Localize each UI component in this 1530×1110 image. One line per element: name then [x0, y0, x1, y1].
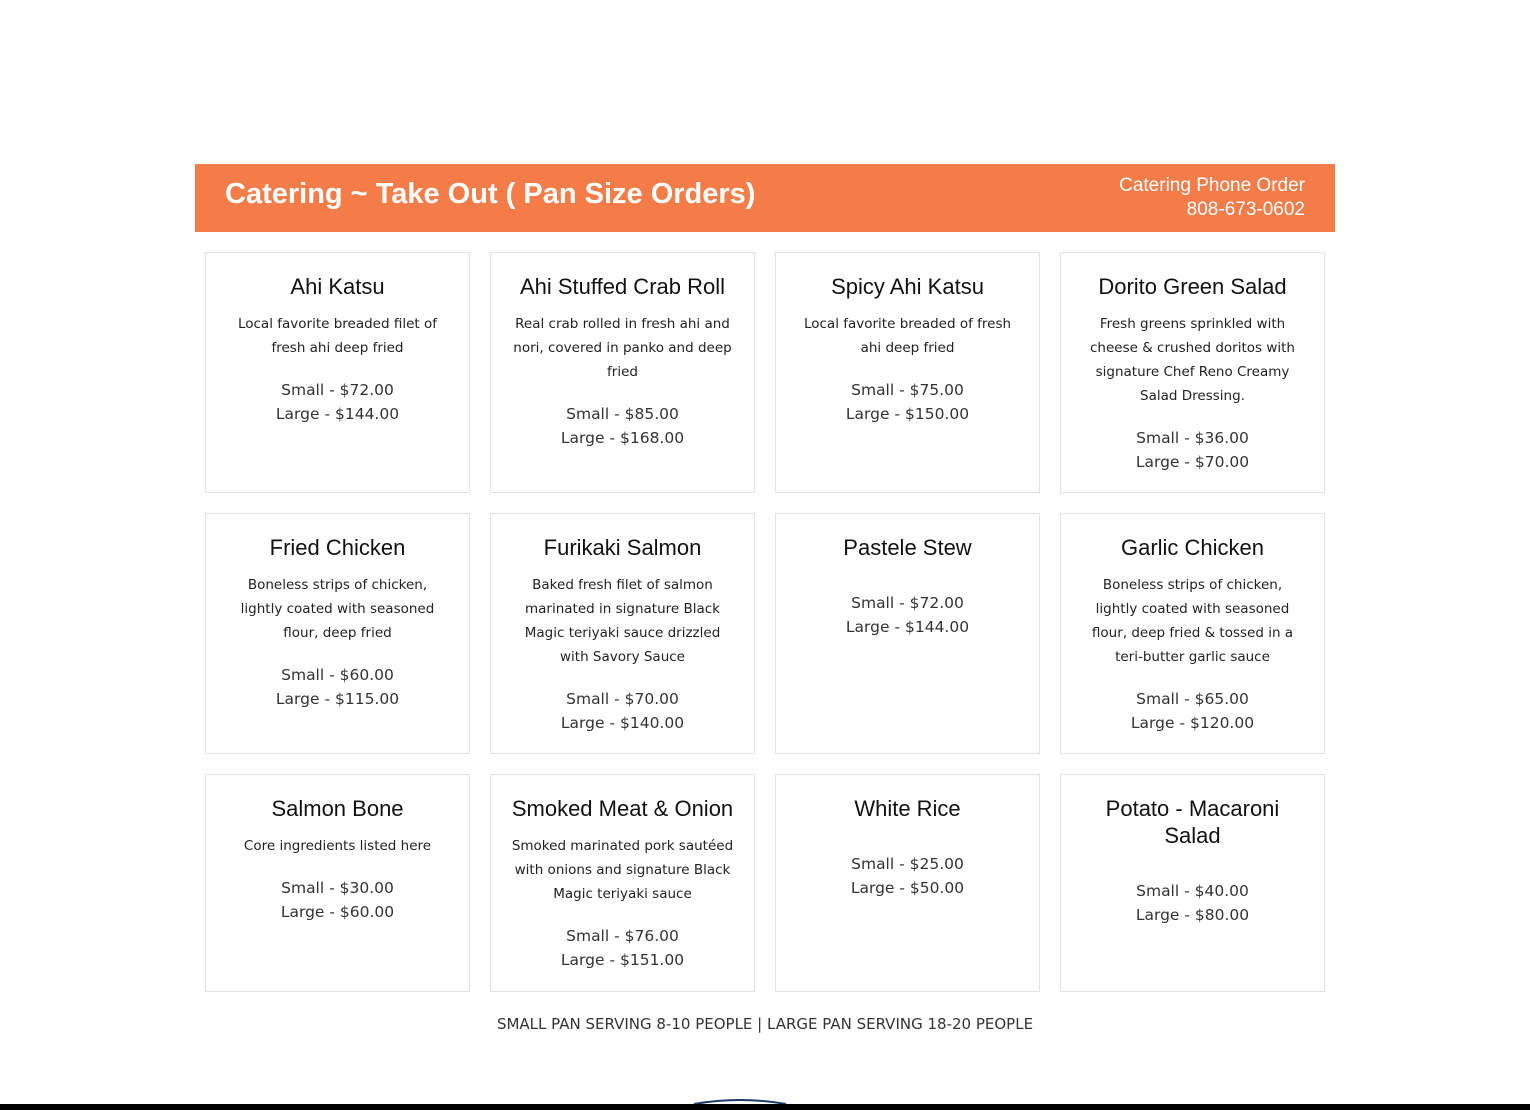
small-price: Small - $72.00 — [851, 594, 964, 612]
menu-item-description: Boneless strips of chicken, lightly coated with seasoned flour, deep fried & tossed in a teri-butter garlic sauce — [1091, 577, 1294, 665]
menu-card — [205, 513, 470, 754]
menu-item-description: Core ingredients listed here — [243, 838, 432, 854]
phone-order-info — [1119, 174, 1305, 222]
menu-item-prices — [796, 591, 1019, 639]
menu-item-name: Garlic Chicken — [1120, 535, 1265, 560]
menu-card — [205, 774, 470, 992]
menu-card — [775, 513, 1040, 754]
small-price: Small - $76.00 — [566, 927, 679, 945]
menu-item-name: Ahi Stuffed Crab Roll — [519, 274, 726, 299]
menu-item-description: Local favorite breaded of fresh ahi deep fried — [803, 316, 1012, 356]
page-title: Catering ~ Take Out ( Pan Size Orders) — [225, 178, 756, 210]
menu-item-prices — [511, 687, 734, 735]
large-price: Large - $144.00 — [275, 405, 400, 423]
menu-card — [490, 513, 755, 754]
menu-item-description: Real crab rolled in fresh ahi and nori, covered in panko and deep fried — [513, 316, 732, 380]
menu-card — [775, 252, 1040, 493]
menu-card — [1060, 252, 1325, 493]
menu-item-name: White Rice — [854, 796, 961, 821]
small-price: Small - $65.00 — [1136, 690, 1249, 708]
menu-item-name: Ahi Katsu — [290, 274, 385, 299]
large-price: Large - $50.00 — [850, 879, 965, 897]
footer-bar — [0, 1104, 1530, 1110]
small-price: Small - $72.00 — [281, 381, 394, 399]
large-price: Large - $144.00 — [845, 618, 970, 636]
menu-card — [490, 774, 755, 992]
menu-item-name: Furikaki Salmon — [543, 535, 702, 560]
phone-label: Catering Phone Order — [1119, 175, 1305, 196]
large-price: Large - $120.00 — [1130, 714, 1255, 732]
menu-item-prices — [511, 402, 734, 450]
menu-item-prices — [796, 378, 1019, 426]
menu-item-name: Fried Chicken — [269, 535, 406, 560]
menu-item-description: Local favorite breaded filet of fresh ahi deep fried — [237, 316, 438, 356]
menu-card — [490, 252, 755, 493]
large-price: Large - $70.00 — [1135, 453, 1250, 471]
serving-size-note: SMALL PAN SERVING 8-10 PEOPLE | LARGE PAN SERVING 18-20 PEOPLE — [496, 1015, 1034, 1033]
small-price: Small - $75.00 — [851, 381, 964, 399]
small-price: Small - $36.00 — [1136, 429, 1249, 447]
large-price: Large - $60.00 — [280, 903, 395, 921]
menu-item-description: Baked fresh filet of salmon marinated in signature Black Magic teriyaki sauce drizzled with Savory Sauce — [524, 577, 721, 665]
small-price: Small - $85.00 — [566, 405, 679, 423]
small-price: Small - $40.00 — [1136, 882, 1249, 900]
small-price: Small - $60.00 — [281, 666, 394, 684]
menu-item-prices — [1081, 687, 1304, 735]
small-price: Small - $70.00 — [566, 690, 679, 708]
menu-item-name: Dorito Green Salad — [1098, 274, 1287, 299]
menu-card — [1060, 774, 1325, 992]
small-price: Small - $25.00 — [851, 855, 964, 873]
menu-item-prices — [1081, 426, 1304, 474]
menu-card — [205, 252, 470, 493]
menu-item-description: Fresh greens sprinkled with cheese & crushed doritos with signature Chef Reno Creamy Salad Dressing. — [1090, 316, 1295, 404]
menu-item-prices — [226, 876, 449, 924]
menu-card — [1060, 513, 1325, 754]
large-price: Large - $168.00 — [560, 429, 685, 447]
menu-item-prices — [511, 924, 734, 972]
menu-item-name: Pastele Stew — [843, 535, 972, 560]
menu-item-name: Spicy Ahi Katsu — [831, 274, 984, 299]
menu-item-name: Potato - Macaroni Salad — [1105, 796, 1280, 848]
menu-card — [775, 774, 1040, 992]
catering-header — [195, 164, 1335, 232]
menu-item-prices — [226, 663, 449, 711]
menu-item-name: Smoked Meat & Onion — [511, 796, 734, 821]
large-price: Large - $151.00 — [560, 951, 685, 969]
phone-number-link[interactable]: 808-673-0602 — [1186, 199, 1305, 220]
menu-item-prices — [226, 378, 449, 426]
large-price: Large - $115.00 — [275, 690, 400, 708]
menu-item-name: Salmon Bone — [271, 796, 404, 821]
large-price: Large - $140.00 — [560, 714, 685, 732]
menu-item-prices — [796, 852, 1019, 900]
small-price: Small - $30.00 — [281, 879, 394, 897]
menu-item-description: Smoked marinated pork sautéed with onions and signature Black Magic teriyaki sauce — [511, 838, 734, 902]
menu-item-description: Boneless strips of chicken, lightly coated with seasoned flour, deep fried — [240, 577, 435, 641]
large-price: Large - $80.00 — [1135, 906, 1250, 924]
large-price: Large - $150.00 — [845, 405, 970, 423]
menu-item-prices — [1081, 879, 1304, 927]
